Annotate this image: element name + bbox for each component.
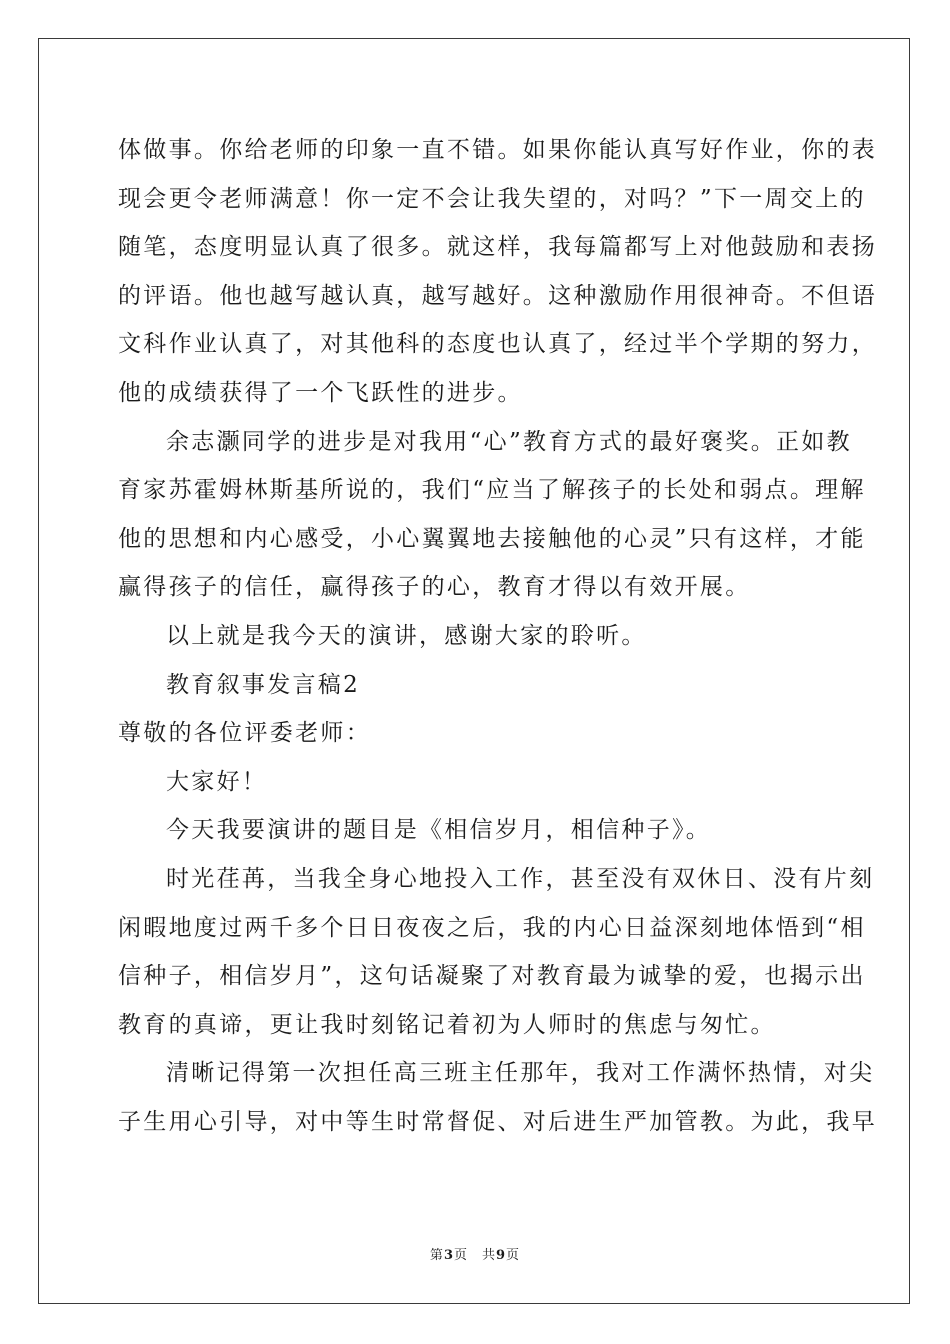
page-footer <box>0 1244 950 1263</box>
text-line-8: 育家苏霍姆林斯基所说的，我们“应当了解孩子的长处和弱点。理解 <box>118 477 866 504</box>
text-line-17: 闲暇地度过两千多个日日夜夜之后，我的内心日益深刻地体悟到“相 <box>118 914 866 941</box>
text-line-9: 他的思想和内心感受，小心翼翼地去接触他的心灵”只有这样，才能 <box>118 525 866 552</box>
text-line-3: 随笔，态度明显认真了很多。就这样，我每篇都写上对他鼓励和表扬 <box>118 234 877 261</box>
text-line-4: 的评语。他也越写越认真，越写越好。这种激励作用很神奇。不但语 <box>118 282 877 309</box>
greeting: 大家好！ <box>166 768 268 795</box>
text-line-16: 时光荏苒，当我全身心地投入工作，甚至没有双休日、没有片刻 <box>166 865 875 892</box>
footer-suffix: 页 <box>506 1248 521 1263</box>
text-line-21: 子生用心引导，对中等生时常督促、对后进生严加管教。为此，我早 <box>118 1108 877 1135</box>
text-line-10: 赢得孩子的信任，赢得孩子的心，教育才得以有效开展。 <box>118 574 751 601</box>
document-body <box>118 126 877 1146</box>
text-line-18: 信种子，相信岁月”，这句话凝聚了对教育最为诚挚的爱，也揭示出 <box>118 963 866 990</box>
text-line-2: 现会更令老师满意！你一定不会让我失望的，对吗？”下一周交上的 <box>118 185 866 212</box>
text-line-7: 余志灏同学的进步是对我用“心”教育方式的最好褒奖。正如教 <box>166 428 852 455</box>
text-line-20: 清晰记得第一次担任高三班主任那年，我对工作满怀热情，对尖 <box>166 1060 875 1087</box>
total-page-number: 9 <box>496 1248 507 1263</box>
text-line-15: 今天我要演讲的题目是《相信岁月，相信种子》。 <box>166 817 712 844</box>
footer-prefix: 第 <box>429 1248 444 1263</box>
text-line-19: 教育的真谛，更让我时刻铭记着初为人师时的焦虑与匆忙。 <box>118 1011 776 1038</box>
text-line-6: 他的成绩获得了一个飞跃性的进步。 <box>118 379 523 406</box>
salutation: 尊敬的各位评委老师： <box>118 720 371 747</box>
section-title: 教育叙事发言稿2 <box>166 671 361 698</box>
text-line-5: 文科作业认真了，对其他科的态度也认真了，经过半个学期的努力， <box>118 331 877 358</box>
text-line-11: 以上就是我今天的演讲，感谢大家的聆听。 <box>166 622 647 649</box>
current-page-number: 3 <box>443 1248 454 1263</box>
text-line-1: 体做事。你给老师的印象一直不错。如果你能认真写好作业，你的表 <box>118 137 877 163</box>
footer-mid: 页 共 <box>453 1248 496 1263</box>
